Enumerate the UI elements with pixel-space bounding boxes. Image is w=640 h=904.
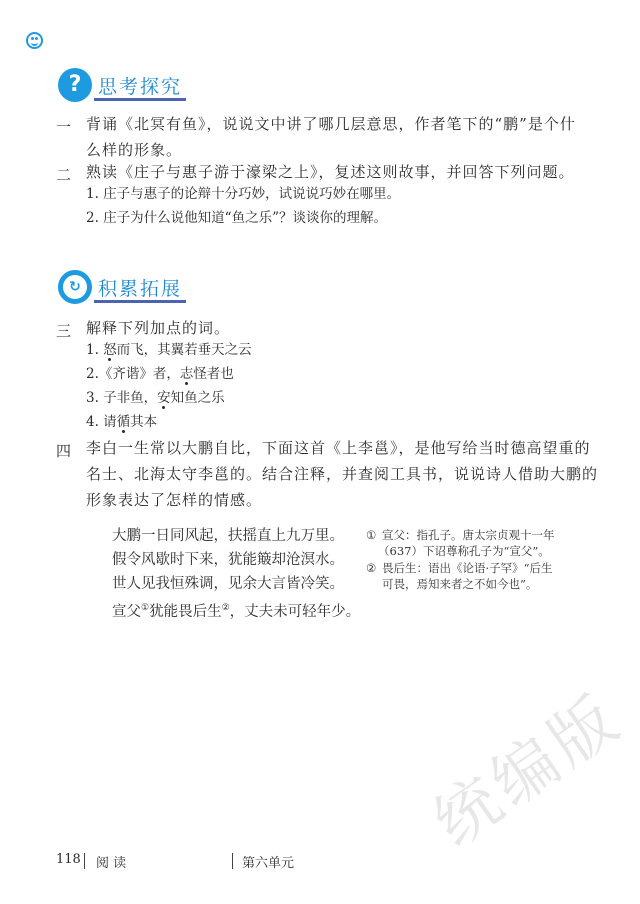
section-header-extend bbox=[58, 270, 258, 312]
note-1-line-2: （637）下诏尊称孔子为“宣父”。 bbox=[378, 544, 550, 558]
footer-unit: 第六单元 bbox=[242, 856, 295, 871]
question-2-sub-1: 1. 庄子与惠子的论辩十分巧妙，试说说巧妙在哪里。 bbox=[86, 186, 401, 202]
footer-part: 阅 读 bbox=[96, 856, 127, 871]
question-2-line-1: 熟读《庄子与惠子游于濠梁之上》，复述这则故事，并回答下列问题。 bbox=[86, 163, 575, 181]
poem-line-2: 假令风歇时下来，犹能簸却沧溟水。 bbox=[112, 552, 344, 568]
section-underline bbox=[94, 300, 186, 303]
question-1-line-2: 么样的形象。 bbox=[86, 141, 183, 159]
question-number: 二 bbox=[56, 166, 72, 184]
question-3-item-3: 3. 子非鱼，安知鱼之乐 bbox=[86, 390, 225, 406]
question-4-line-3: 形象表达了怎样的情感。 bbox=[86, 491, 263, 509]
footnote-ref: ① bbox=[141, 603, 150, 613]
poem-line-3: 世人见我恒殊调，见余大言皆冷笑。 bbox=[112, 576, 344, 592]
section-title: 积累拓展 bbox=[98, 278, 183, 300]
question-3-item-1: 1. 怒而飞，其翼若垂天之云 bbox=[86, 342, 252, 358]
refresh-arrow-icon: ↻ bbox=[58, 270, 92, 304]
section-header-think bbox=[58, 68, 258, 110]
note-2-line-2: 可畏，焉知来者之不如今也”。 bbox=[382, 577, 538, 591]
question-number: 三 bbox=[56, 322, 72, 340]
note-2-mark: ② bbox=[366, 561, 377, 575]
note-1-line-1: 宣父：指孔子。唐太宗贞观十一年 bbox=[382, 528, 555, 542]
question-4-line-1: 李白一生常以大鹏自比，下面这首《上李邕》，是他写给当时德高望重的 bbox=[86, 439, 591, 457]
footer-divider bbox=[84, 853, 85, 869]
question-icon: ? bbox=[58, 68, 92, 102]
footnote-ref: ② bbox=[221, 603, 230, 613]
poem-line-4: 宣父①犹能畏后生②，丈夫未可轻年少。 bbox=[112, 603, 361, 620]
footer-divider bbox=[232, 853, 233, 869]
dotted-word: 怒 bbox=[103, 342, 117, 358]
dotted-word: 循 bbox=[116, 414, 131, 430]
question-1-line-1: 背诵《北冥有鱼》，说说文中讲了哪几层意思，作者笔下的“鹏”是个什 bbox=[86, 115, 576, 133]
question-2-sub-2: 2. 庄子为什么说他知道“鱼之乐”？谈谈你的理解。 bbox=[86, 210, 387, 226]
smiley-icon bbox=[26, 32, 43, 49]
section-title: 思考探究 bbox=[98, 76, 183, 98]
note-1-mark: ① bbox=[366, 528, 377, 542]
page-number: 118 bbox=[56, 852, 81, 867]
dotted-word: 安 bbox=[157, 390, 171, 406]
question-3-line-1: 解释下列加点的词。 bbox=[86, 319, 231, 337]
question-4-line-2: 名士、北海太守李邕的。结合注释，并查阅工具书，说说诗人借助大鹏的 bbox=[86, 465, 599, 483]
dotted-word: 志 bbox=[179, 366, 194, 382]
section-underline bbox=[94, 98, 186, 101]
poem-line-1: 大鹏一日同风起，扶摇直上九万里。 bbox=[112, 528, 344, 544]
question-number: 四 bbox=[56, 442, 72, 460]
note-2-line-1: 畏后生：语出《论语·子罕》“后生 bbox=[382, 561, 553, 575]
question-number: 一 bbox=[56, 118, 72, 136]
question-3-item-2: 2.《齐谐》者，志怪者也 bbox=[86, 366, 234, 382]
watermark: 统编版 bbox=[421, 680, 636, 862]
question-3-item-4: 4. 请循其本 bbox=[86, 414, 158, 430]
